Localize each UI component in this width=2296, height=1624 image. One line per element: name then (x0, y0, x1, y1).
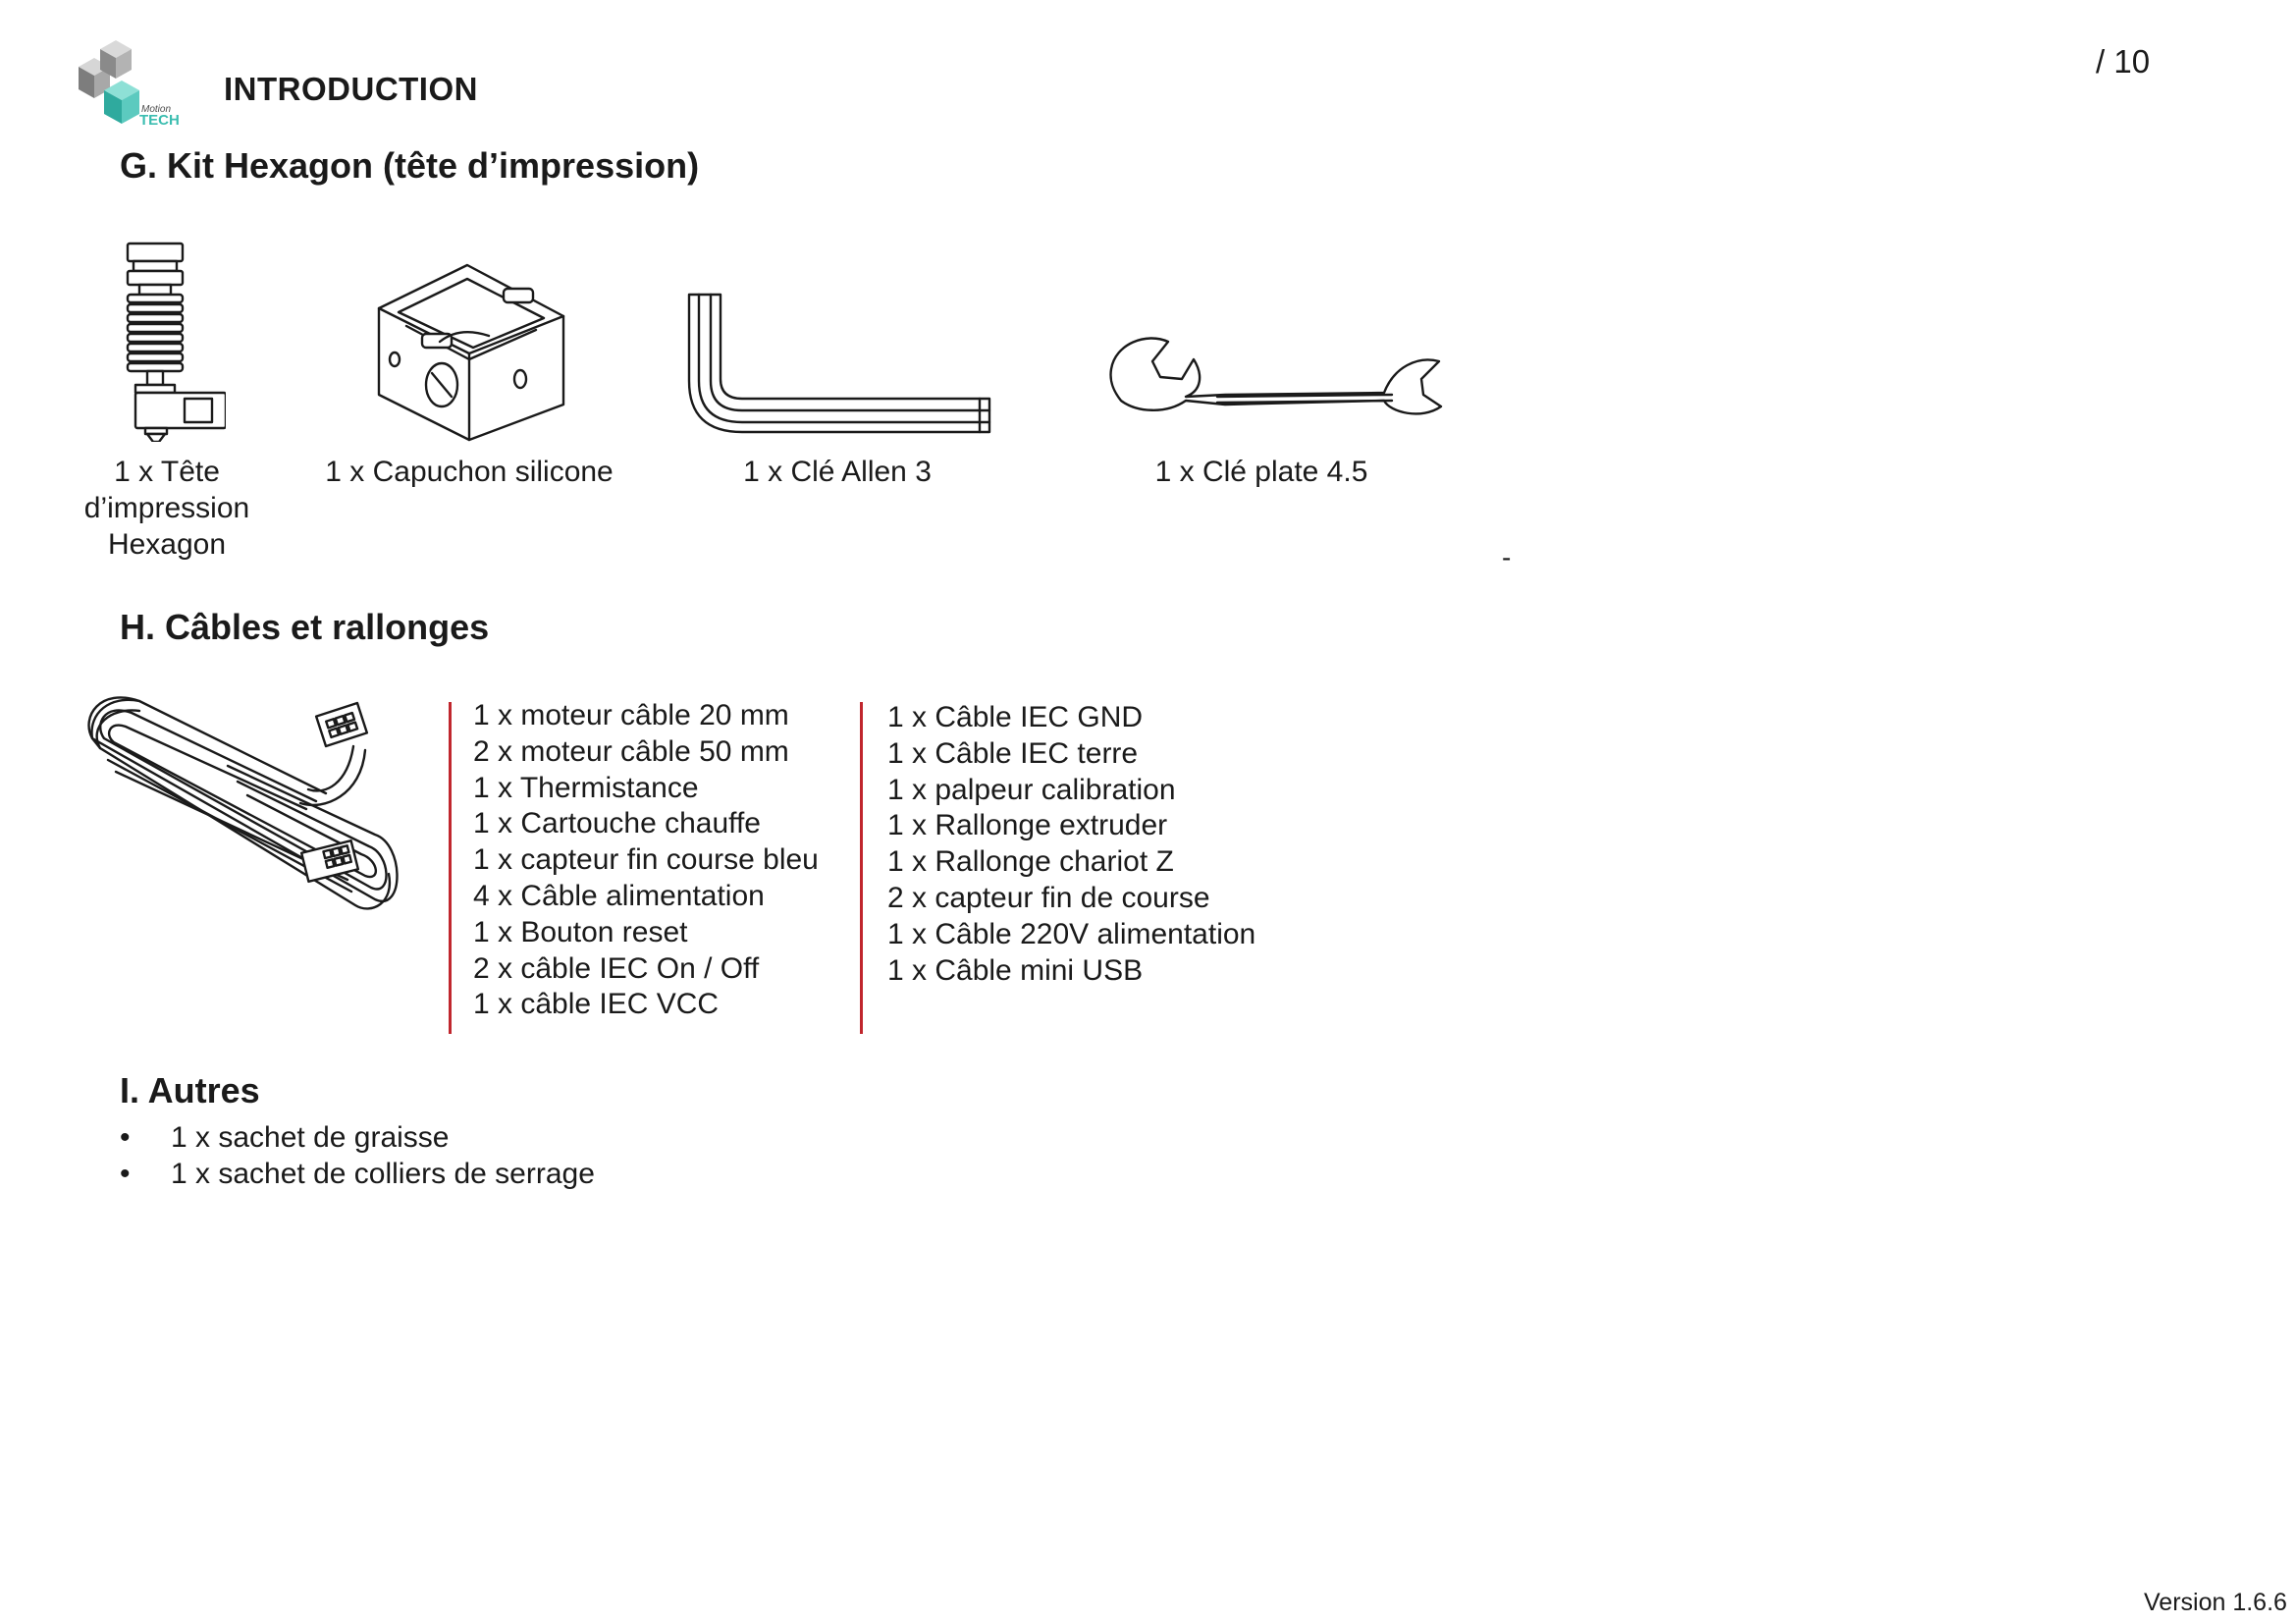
list-item (120, 1156, 595, 1192)
stray-dash: - (1502, 542, 1512, 572)
list-item: 4 x Câble alimentation (473, 879, 765, 912)
cable-bundle-icon (80, 687, 414, 928)
caption-allen-key: 1 x Clé Allen 3 (743, 456, 932, 488)
list-item: 2 x câble IEC On / Off (473, 951, 760, 985)
section-i-title: I. Autres (120, 1070, 260, 1110)
list-item: 1 x capteur fin course bleu (473, 843, 819, 877)
caption-flat-wrench: 1 x Clé plate 4.5 (1154, 456, 1368, 488)
list-item (120, 1119, 595, 1156)
list-item-text: 1 x sachet de colliers de serrage (171, 1158, 595, 1190)
motion-tech-logo (71, 27, 187, 128)
list-item: 1 x Rallonge extruder (887, 809, 1168, 842)
list-item: 2 x moteur câble 50 mm (473, 734, 789, 768)
list-item: 1 x Câble 220V alimentation (887, 917, 1256, 950)
cable-list-column-1 (473, 698, 819, 1023)
column-separator-1 (449, 702, 452, 1034)
bullet: • (120, 1121, 131, 1154)
caption-hotend (59, 454, 275, 563)
other-items-list (120, 1119, 595, 1192)
page-number: / 10 (2096, 43, 2151, 80)
caption-hotend-line-3: Hexagon (107, 528, 227, 561)
caption-silicone-sock: 1 x Capuchon silicone (325, 456, 614, 488)
column-separator-2 (860, 702, 863, 1034)
list-item: 1 x Rallonge chariot Z (887, 845, 1174, 879)
list-item: 1 x moteur câble 20 mm (473, 699, 789, 731)
hotend-icon (118, 236, 226, 447)
list-item: 2 x capteur fin de course (887, 881, 1210, 914)
logo-tech-text: TECH (139, 112, 180, 128)
page-header-title: INTRODUCTION (224, 71, 478, 107)
list-item: 1 x palpeur calibration (887, 773, 1176, 806)
list-item: 1 x câble IEC VCC (473, 988, 720, 1021)
caption-hotend-line-1: 1 x Tête (114, 456, 220, 488)
silicone-sock-icon (371, 257, 567, 449)
list-item: 1 x Câble mini USB (887, 953, 1144, 987)
section-h-title: H. Câbles et rallonges (120, 607, 490, 647)
list-item-text: 1 x sachet de graisse (171, 1121, 450, 1154)
list-item: 1 x Câble IEC terre (887, 736, 1139, 770)
cable-list-column-2 (887, 700, 1255, 989)
caption-hotend-line-2: d’impression (83, 492, 250, 524)
bullet: • (120, 1158, 131, 1190)
version-label: Version 1.6.6 (2144, 1589, 2287, 1616)
section-g-title: G. Kit Hexagon (tête d’impression) (120, 145, 700, 186)
list-item: 1 x Thermistance (473, 771, 699, 804)
list-item: 1 x Bouton reset (473, 915, 688, 948)
wrench-icon (1107, 330, 1447, 429)
list-item: 1 x Cartouche chauffe (473, 807, 761, 840)
list-item: 1 x Câble IEC GND (887, 701, 1144, 733)
logo-motion-text: Motion (141, 104, 172, 115)
allen-key-icon (685, 291, 995, 443)
